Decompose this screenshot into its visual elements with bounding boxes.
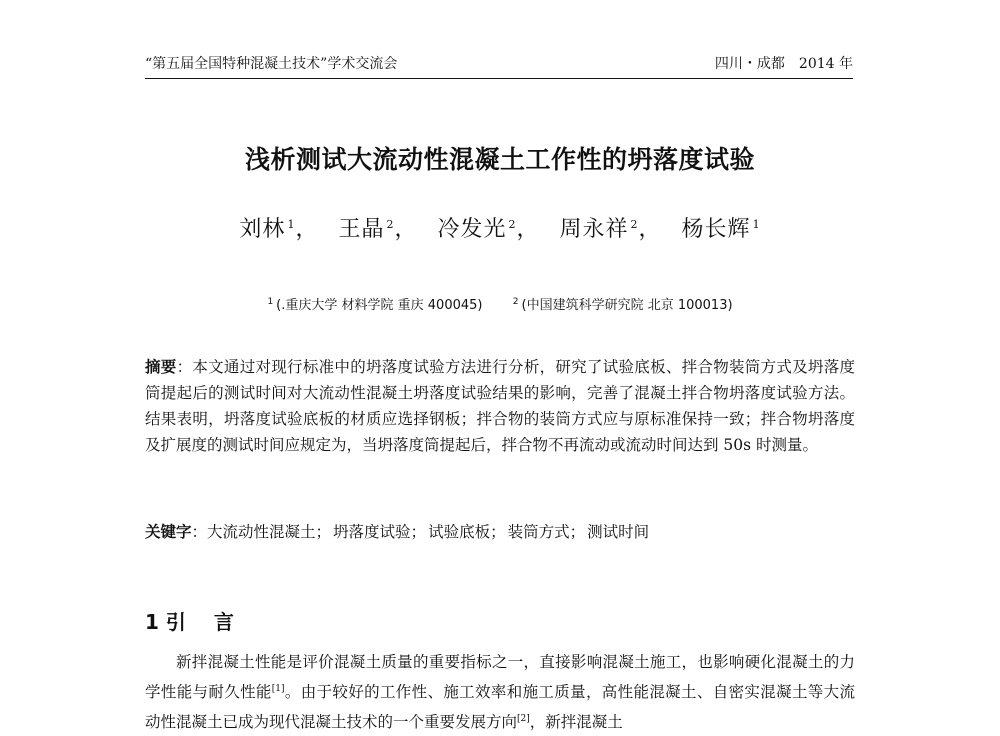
section-number: 1 引 <box>145 610 186 634</box>
author-separator: ， <box>295 217 319 242</box>
header-rule <box>145 78 853 79</box>
section-title: 言 <box>213 610 234 634</box>
author: 周永祥 $^2$ <box>559 217 639 242</box>
abstract-label: 摘要 <box>145 358 177 376</box>
paper-title: 浅析测试大流动性混凝土工作性的坍落度试验 <box>244 145 755 174</box>
intro-paragraph: 新拌混凝土性能是评价混凝土质量的重要指标之一，直接影响混凝土施工，也影响硬化混凝土的力学性能与耐久性能[1]。由于较好的工作性、施工效率和施工质量，高性能混凝土、自密实混凝土等大流动性混凝土已成为现代混凝土技术的一个重要发展方向[2]，新拌混凝土 <box>145 653 855 732</box>
author: 刘林 $^1$ <box>239 217 296 242</box>
citation: [2] <box>517 714 530 725</box>
affiliation: $^1$ (.重庆大学 材料学院 重庆 400045) <box>267 296 483 313</box>
affiliation: $^2$ (中国建筑科学研究院 北京 100013) <box>512 296 733 313</box>
citation: [1] <box>271 684 285 694</box>
keyword: 坍落度试验； <box>333 523 427 541</box>
conference-name: “第五届全国特种混凝土技术”学术交流会 <box>145 56 398 72</box>
author-list <box>0 212 1000 243</box>
keywords: 关键字：大流动性混凝土； 坍落度试验； 试验底板； 装筒方式； 测试时间 <box>145 523 650 541</box>
keyword: 测试时间 <box>587 523 650 541</box>
keywords-label: 关键字 <box>145 523 192 541</box>
author-separator: ， <box>394 217 418 242</box>
abstract <box>145 354 855 458</box>
keyword: 大流动性混凝土； <box>207 523 332 541</box>
section-heading <box>145 606 234 635</box>
author-separator: ， <box>516 217 540 242</box>
abstract-text: ：本文通过对现行标准中的坍落度试验方法进行分析，研究了试验底板、拌合物装筒方式及坍落度筒提起后的测试时间对大流动性混凝土坍落度试验结果的影响，完善了混凝土拌合物坍落度试验方法。结果表明，坍落度试验底板的材质应选择钢板；拌合物的装筒方式应与原标准保持一致；拌合物坍落度及扩展度的测试时间应规定为，当坍落度筒提起后，拌合物不再流动或流动时间达到 50s 时测量。 <box>145 358 855 454</box>
affiliations <box>0 294 1000 313</box>
running-header <box>145 52 853 76</box>
keyword: 试验底板； <box>428 523 506 541</box>
author: 杨长辉 $^1$ <box>681 217 761 242</box>
author: 王晶 $^2$ <box>338 217 395 242</box>
location-year: 四川・成都 2014 年 <box>714 56 853 72</box>
keyword: 装筒方式； <box>507 523 586 541</box>
author-separator: ， <box>638 217 662 242</box>
author: 冷发光 $^2$ <box>437 217 517 242</box>
